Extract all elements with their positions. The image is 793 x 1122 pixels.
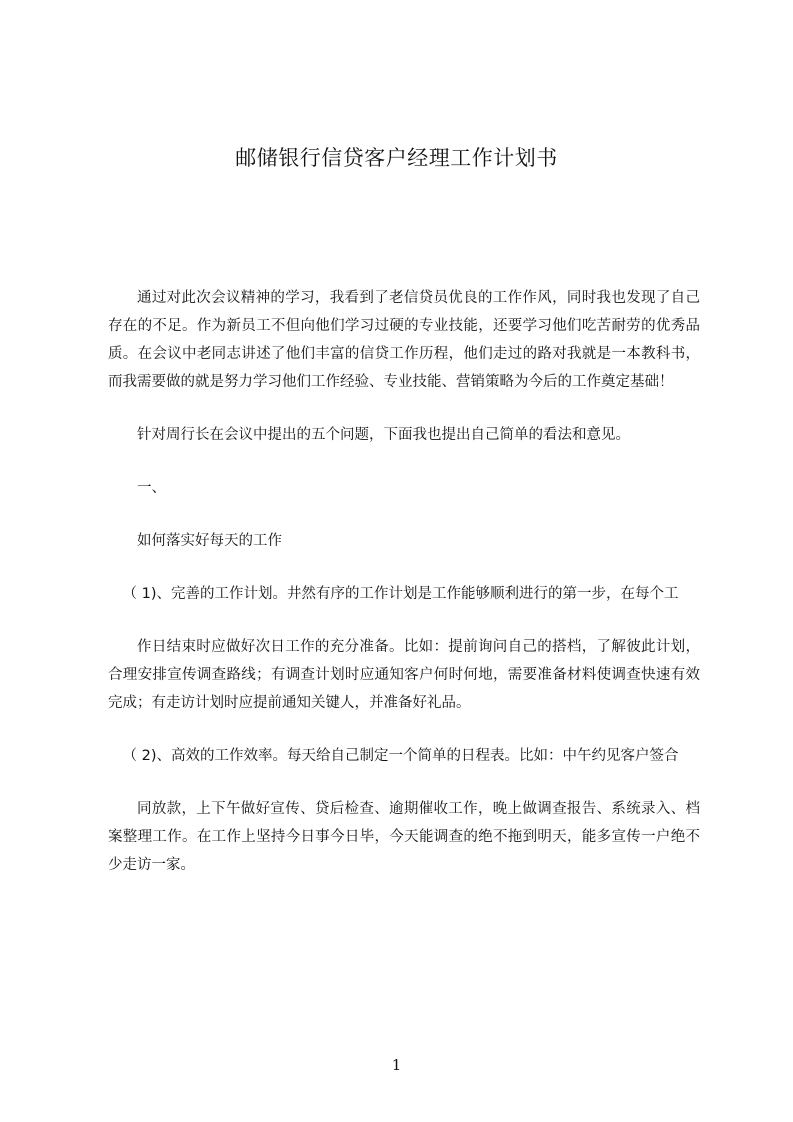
document-title: 邮储银行信贷客户经理工作计划书 [235,146,558,170]
page-number: 1 [391,1056,402,1074]
paragraph-five-questions: 针对周行长在会议中提出的五个问题，下面我也提出自己简单的看法和意见。 [137,427,630,443]
section-heading-one: 一、 [137,480,166,496]
section-subheading: 如何落实好每天的工作 [137,533,282,549]
item-2-body: 同放款，上下午做好宣传、贷后检查、逾期催收工作，晚上做调查报告、系统录入、档案整理工作。在工作上坚持今日事今日毕，今天能调查的绝不拖到明天，能多宣传一户绝不少走访一家。 [108,801,700,873]
item-1-heading: （ 1)、完善的工作计划。井然有序的工作计划是工作能够顺利进行的第一步，在每个工 [122,586,679,602]
item-2-heading: （ 2)、高效的工作效率。每天给自己制定一个简单的日程表。比如：中午约见客户签合 [122,748,679,764]
paragraph-intro: 通过对此次会议精神的学习，我看到了老信贷员优良的工作作风，同时我也发现了自己存在的不足。作为新员工不但向他们学习过硬的专业技能，还要学习他们吃苦耐劳的优秀品质。在会议中老同志讲述了他们丰富的信贷工作历程，他们走过的路对我就是一本教科书，而我需要做的就是努力学习他们工作经验、专业技能、营销策略为今后的工作奠定基础！ [108,290,700,390]
item-1-body: 作日结束时应做好次日工作的充分准备。比如：提前询问自己的搭档，了解彼此计划，合理安排宣传调查路线；有调查计划时应通知客户何时何地，需要准备材料使调查快速有效完成；有走访计划时应提前通知关键人，并准备好礼品。 [108,639,700,711]
document-body [108,284,700,904]
